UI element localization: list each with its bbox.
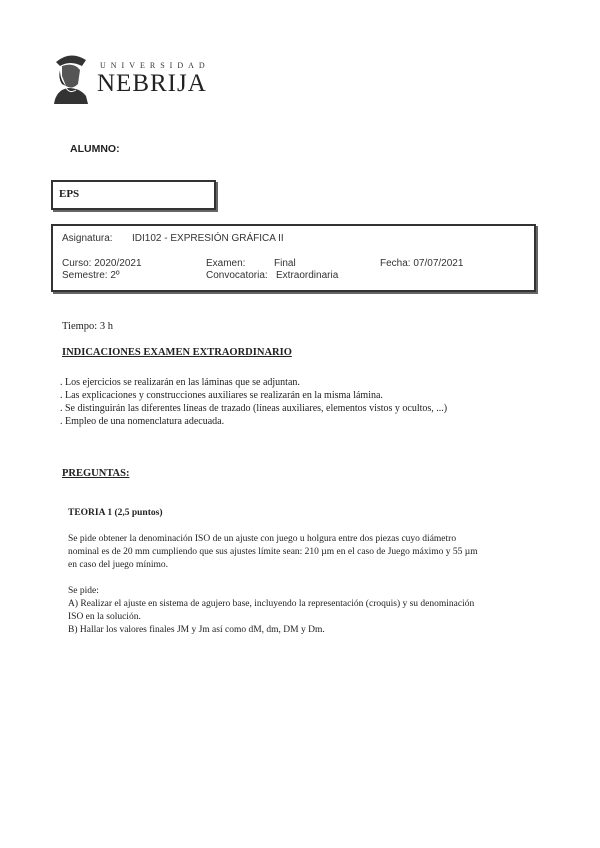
instruction-item: . Empleo de una nomenclatura adecuada.: [60, 416, 225, 427]
item-a-line: ISO en la solución.: [68, 612, 141, 622]
logo-university-text: UNIVERSIDAD: [100, 61, 210, 70]
instruction-item: . Los ejercicios se realizarán en las láminas que se adjuntan.: [60, 377, 300, 388]
university-logo-icon: [46, 48, 94, 104]
date-text: Fecha: 07/07/2021: [380, 258, 464, 269]
exam-value: Final: [274, 258, 296, 269]
school-box: [51, 180, 216, 210]
exam-info-box: [51, 224, 536, 292]
subject-value: IDI102 - EXPRESIÓN GRÁFICA II: [132, 233, 284, 244]
instructions-title: INDICACIONES EXAMEN EXTRAORDINARIO: [62, 347, 292, 358]
logo-nebrija-text: NEBRIJA: [97, 70, 207, 97]
theory-text-line: Se pide obtener la denominación ISO de un ajuste con juego u holgura entre dos piezas cuyo diámetro: [68, 534, 457, 544]
theory-title: TEORIA 1 (2,5 puntos): [68, 508, 163, 518]
semester-text: Semestre: 2º: [62, 270, 120, 281]
course-text: Curso: 2020/2021: [62, 258, 142, 269]
subject-label: Asignatura:: [62, 233, 113, 244]
item-a-line: A) Realizar el ajuste en sistema de agujero base, incluyendo la representación (croquis) y su denominación: [68, 599, 475, 609]
asked-label: Se pide:: [68, 586, 99, 596]
questions-title: PREGUNTAS:: [62, 468, 130, 479]
time-text: Tiempo: 3 h: [62, 321, 113, 332]
instruction-item: . Las explicaciones y construcciones auxiliares se realizarán en la misma lámina.: [60, 390, 383, 401]
call-label: Convocatoria:: [206, 270, 268, 281]
item-b-line: B) Hallar los valores finales JM y Jm así como dM, dm, DM y Dm.: [68, 625, 325, 635]
school-label: EPS: [59, 188, 80, 200]
instruction-item: . Se distinguirán las diferentes líneas de trazado (líneas auxiliares, elementos vistos y ocultos, ...): [60, 403, 448, 414]
theory-text-line: en caso del juego mínimo.: [68, 560, 168, 570]
student-label: ALUMNO:: [70, 143, 120, 155]
call-value: Extraordinaria: [276, 270, 339, 281]
exam-label: Examen:: [206, 258, 246, 269]
theory-text-line: nominal es de 20 mm cumpliendo que sus ajustes límite sean: 210 µm en el caso de Juego máximo y 55 µm: [68, 547, 478, 557]
